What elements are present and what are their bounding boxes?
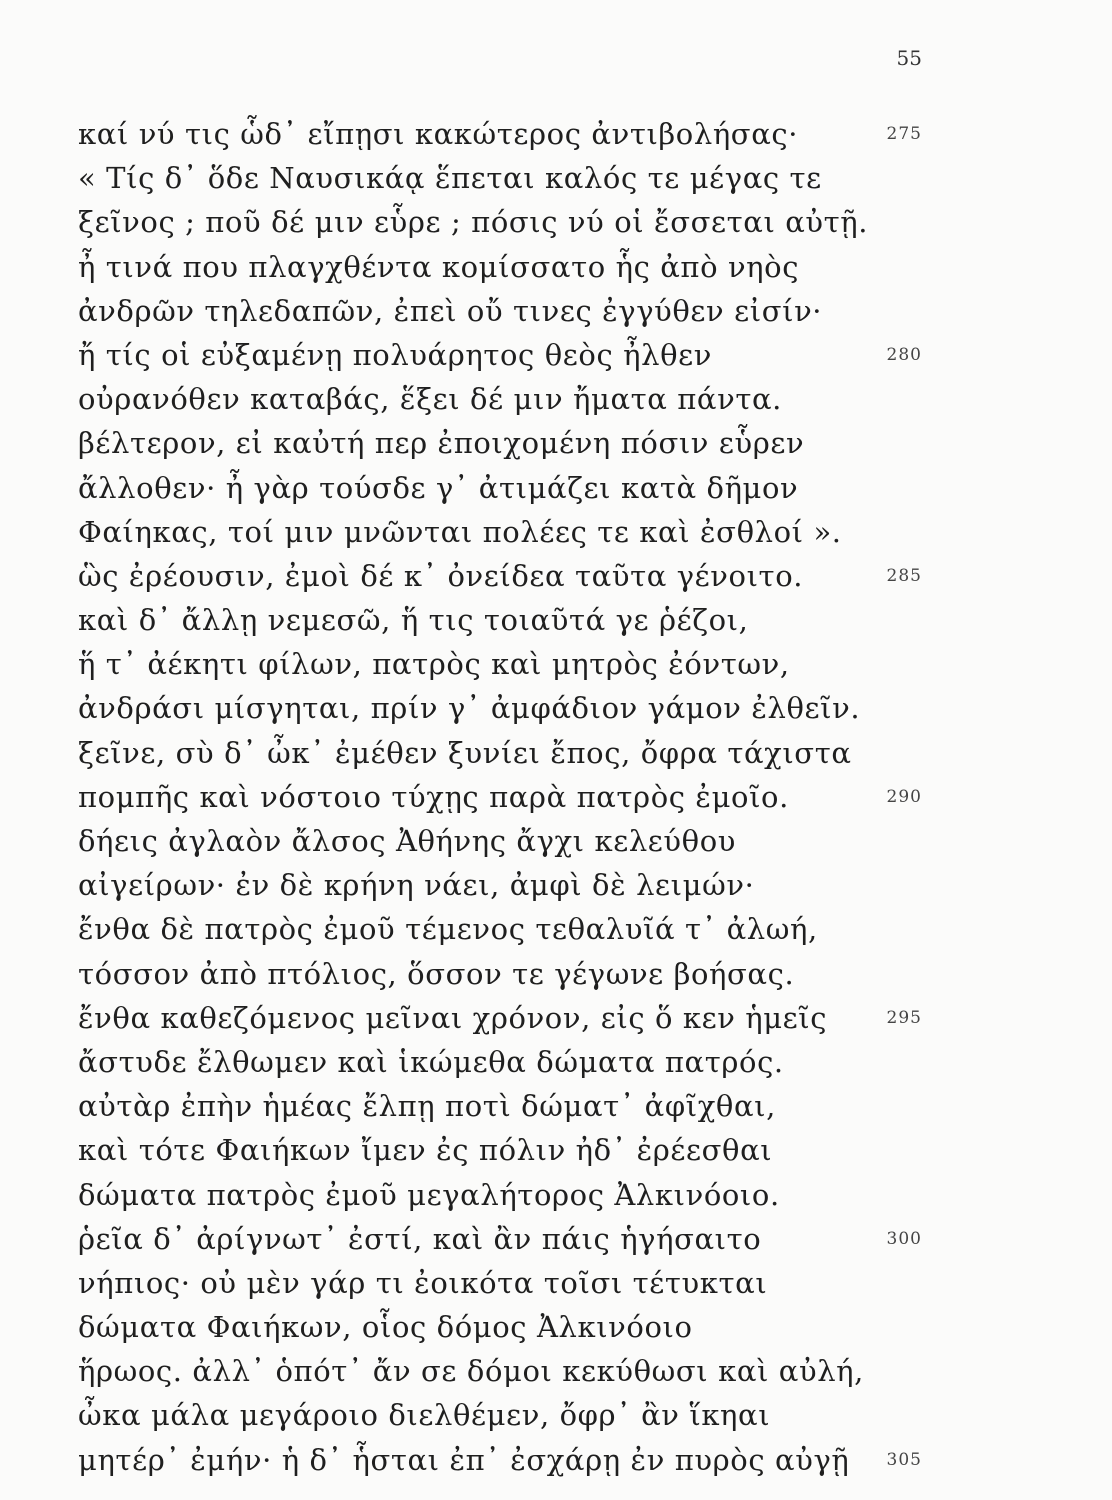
verse-line bbox=[78, 1261, 1078, 1305]
verse-text: αἰγείρων· ἐν δὲ κρήνη νάει, ἀμφὶ δὲ λειμών· bbox=[78, 868, 755, 903]
verse-text: νήπιος· οὐ μὲν γάρ τι ἐοικότα τοῖσι τέτυκται bbox=[78, 1265, 768, 1300]
verse-text: δώματα Φαιήκων, οἷος δόμος Ἀλκινόοιο bbox=[78, 1310, 693, 1345]
verse-text: ἥ τ᾽ ἀέκητι φίλων, πατρὸς καὶ μητρὸς ἐόντων, bbox=[78, 647, 790, 682]
verse-text: βέλτερον, εἰ καὐτή περ ἐποιχομένη πόσιν εὗρεν bbox=[78, 426, 805, 461]
verse-block bbox=[78, 112, 1078, 1482]
verse-text: καί νύ τις ὧδ᾽ εἴπῃσι κακώτερος ἀντιβολήσας· bbox=[78, 117, 799, 151]
verse-line bbox=[78, 289, 1078, 333]
verse-line bbox=[78, 333, 1078, 377]
verse-line bbox=[78, 1349, 1078, 1393]
verse-line bbox=[78, 112, 1078, 156]
verse-line bbox=[78, 996, 1078, 1040]
verse-line bbox=[78, 1305, 1078, 1349]
verse-text: ἥρωος. ἀλλ᾽ ὁπότ᾽ ἄν σε δόμοι κεκύθωσι καὶ αὐλή, bbox=[78, 1354, 864, 1389]
verse-line bbox=[78, 1217, 1078, 1261]
verse-line bbox=[78, 156, 1078, 200]
verse-line bbox=[78, 1393, 1078, 1437]
verse-text: μητέρ᾽ ἐμήν· ἡ δ᾽ ἧσται ἐπ᾽ ἐσχάρῃ ἐν πυρὸς αὐγῇ bbox=[78, 1442, 850, 1477]
line-number: 295 bbox=[886, 1007, 922, 1028]
verse-text: Φαίηκας, τοί μιν μνῶνται πολέες τε καὶ ἐσθλοί ». bbox=[78, 514, 842, 549]
verse-text: ὣς ἐρέουσιν, ἐμοὶ δέ κ᾽ ὀνείδεα ταῦτα γένοιτο. bbox=[78, 558, 804, 593]
verse-text: δώματα πατρὸς ἐμοῦ μεγαλήτορος Ἀλκινόοιο. bbox=[78, 1177, 780, 1212]
verse-line bbox=[78, 598, 1078, 642]
verse-text: ξεῖνε, σὺ δ᾽ ὦκ᾽ ἐμέθεν ξυνίει ἔπος, ὄφρα τάχιστα bbox=[78, 735, 852, 770]
verse-text: τόσσον ἀπὸ πτόλιος, ὅσσον τε γέγωνε βοήσας. bbox=[78, 956, 795, 991]
verse-text: ἀνδρῶν τηλεδαπῶν, ἐπεὶ οὔ τινες ἐγγύθεν εἰσίν· bbox=[78, 293, 823, 328]
verse-line bbox=[78, 686, 1078, 730]
verse-line bbox=[78, 775, 1078, 819]
verse-text: ἤ τίς οἱ εὐξαμένῃ πολυάρητος θεὸς ἦλθεν bbox=[78, 337, 712, 372]
verse-line bbox=[78, 466, 1078, 510]
line-number: 285 bbox=[886, 565, 922, 586]
verse-line bbox=[78, 1084, 1078, 1128]
verse-text: καὶ δ᾽ ἄλλῃ νεμεσῶ, ἥ τις τοιαῦτά γε ῥέζοι, bbox=[78, 603, 749, 638]
verse-line bbox=[78, 245, 1078, 289]
verse-text: ῥεῖα δ᾽ ἀρίγνωτ᾽ ἐστί, καὶ ἂν πάις ἡγήσαιτο bbox=[78, 1221, 762, 1256]
verse-line bbox=[78, 377, 1078, 421]
verse-line bbox=[78, 642, 1078, 686]
line-number: 305 bbox=[886, 1449, 922, 1470]
verse-line bbox=[78, 1040, 1078, 1084]
verse-line bbox=[78, 421, 1078, 465]
line-number: 280 bbox=[886, 344, 922, 365]
verse-line bbox=[78, 731, 1078, 775]
verse-text: « Τίς δ᾽ ὅδε Ναυσικάᾳ ἕπεται καλός τε μέγας τε bbox=[78, 161, 822, 196]
verse-line bbox=[78, 907, 1078, 951]
verse-line bbox=[78, 1128, 1078, 1172]
verse-text: ἦ τινά που πλαγχθέντα κομίσσατο ἧς ἀπὸ νηὸς bbox=[78, 249, 800, 284]
verse-text: αὐτὰρ ἐπὴν ἡμέας ἔλπῃ ποτὶ δώματ᾽ ἀφῖχθαι, bbox=[78, 1089, 776, 1124]
line-number: 290 bbox=[886, 786, 922, 807]
verse-text: ἔνθα καθεζόμενος μεῖναι χρόνον, εἰς ὅ κεν ἡμεῖς bbox=[78, 1000, 828, 1035]
verse-text: πομπῆς καὶ νόστοιο τύχῃς παρὰ πατρὸς ἐμοῖο. bbox=[78, 779, 789, 814]
verse-text: ἄστυδε ἔλθωμεν καὶ ἱκώμεθα δώματα πατρός. bbox=[78, 1044, 784, 1079]
verse-line bbox=[78, 1173, 1078, 1217]
verse-text: ὦκα μάλα μεγάροιο διελθέμεν, ὄφρ᾽ ἂν ἵκηαι bbox=[78, 1398, 771, 1433]
verse-text: ἀνδράσι μίσγηται, πρίν γ᾽ ἀμφάδιον γάμον ἐλθεῖν. bbox=[78, 691, 861, 726]
verse-line bbox=[78, 1438, 1078, 1482]
line-number: 300 bbox=[886, 1228, 922, 1249]
verse-line bbox=[78, 554, 1078, 598]
verse-line bbox=[78, 510, 1078, 554]
verse-text: ξεῖνος ; ποῦ δέ μιν εὗρε ; πόσις νύ οἱ ἔσσεται αὐτῇ. bbox=[78, 205, 869, 240]
verse-text: οὐρανόθεν καταβάς, ἕξει δέ μιν ἤματα πάντα. bbox=[78, 382, 782, 417]
page-number: 55 bbox=[896, 46, 922, 70]
verse-text: ἄλλοθεν· ἦ γὰρ τούσδε γ᾽ ἀτιμάζει κατὰ δῆμον bbox=[78, 470, 799, 505]
verse-text: δήεις ἀγλαὸν ἄλσος Ἀθήνης ἄγχι κελεύθου bbox=[78, 824, 737, 858]
verse-line bbox=[78, 819, 1078, 863]
verse-line bbox=[78, 200, 1078, 244]
line-number: 275 bbox=[886, 124, 922, 144]
verse-line bbox=[78, 863, 1078, 907]
verse-text: καὶ τότε Φαιήκων ἴμεν ἐς πόλιν ἠδ᾽ ἐρέεσθαι bbox=[78, 1133, 773, 1168]
verse-text: ἔνθα δὲ πατρὸς ἐμοῦ τέμενος τεθαλυῖά τ᾽ ἀλωή, bbox=[78, 912, 818, 947]
verse-line bbox=[78, 952, 1078, 996]
